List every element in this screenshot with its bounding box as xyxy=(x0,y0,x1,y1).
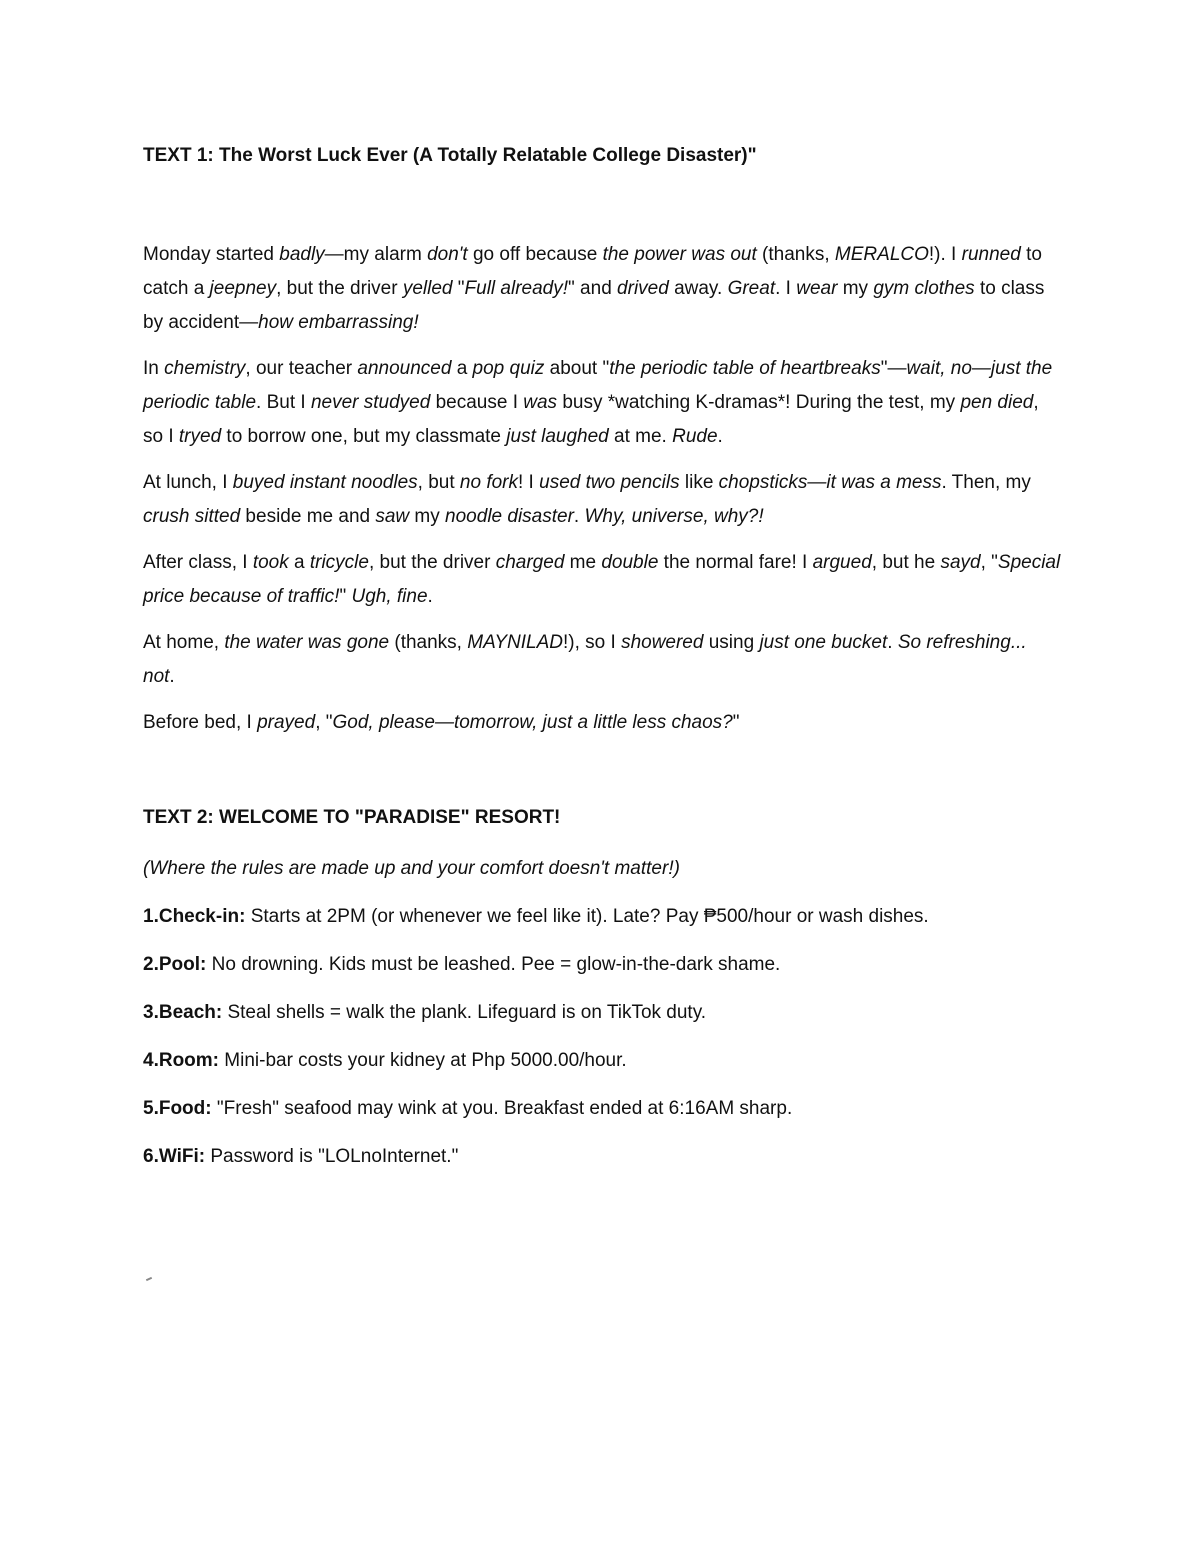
rule-label: 5.Food: xyxy=(143,1098,212,1119)
text1-paragraph xyxy=(143,546,1063,614)
rule-item xyxy=(143,1044,1063,1078)
italic-run: buyed instant noodles xyxy=(232,472,418,493)
italic-run: So refreshing... not xyxy=(143,632,1027,687)
text-run: , but the driver xyxy=(368,552,496,573)
text-run: away. xyxy=(668,278,728,299)
text-run: using xyxy=(703,632,760,653)
text-run: , our teacher xyxy=(245,358,358,379)
italic-run: prayed xyxy=(257,712,316,733)
italic-run: just one bucket xyxy=(759,632,888,653)
text-run: . xyxy=(887,632,898,653)
text-run: !). I xyxy=(928,244,962,265)
text-run: to borrow one, but my classmate xyxy=(221,426,507,447)
italic-run: just laughed xyxy=(506,426,609,447)
text-run: because I xyxy=(430,392,524,413)
italic-run: MAYNILAD xyxy=(467,632,563,653)
rule-label: 4.Room: xyxy=(143,1050,219,1071)
text-run: . xyxy=(573,506,585,527)
italic-run: charged xyxy=(495,552,565,573)
italic-run: crush sitted xyxy=(143,506,241,527)
italic-run: showered xyxy=(621,632,704,653)
text1-paragraph xyxy=(143,238,1063,340)
text-run: to catch a xyxy=(143,244,1042,299)
italic-run: noodle disaster xyxy=(445,506,574,527)
text-run: like xyxy=(679,472,719,493)
text1-paragraph xyxy=(143,706,1063,740)
text-run: my xyxy=(409,506,446,527)
text-run: —my alarm xyxy=(324,244,428,265)
text-run: . xyxy=(427,586,433,607)
italic-run: gym clothes xyxy=(873,278,975,299)
italic-run: Rude xyxy=(672,426,718,447)
text-run: Monday started xyxy=(143,244,280,265)
italic-run: sayd xyxy=(940,552,981,573)
text-run: the normal fare! I xyxy=(658,552,813,573)
text-run: go off because xyxy=(467,244,603,265)
italic-run: badly xyxy=(279,244,325,265)
italic-run: drived xyxy=(617,278,669,299)
text-run: . xyxy=(169,666,175,687)
text-run: At lunch, I xyxy=(143,472,233,493)
italic-run: MERALCO xyxy=(834,244,929,265)
text-run: " xyxy=(339,586,352,607)
text-run: , but xyxy=(417,472,460,493)
text-run: a xyxy=(288,552,310,573)
rule-label: 3.Beach: xyxy=(143,1002,223,1023)
text1-paragraph xyxy=(143,352,1063,454)
italic-run: chopsticks—it was a mess xyxy=(718,472,942,493)
italic-run: wear xyxy=(796,278,838,299)
italic-run: the power was out xyxy=(602,244,757,265)
text-run: , but he xyxy=(871,552,941,573)
text-run: at me. xyxy=(608,426,673,447)
text-run: ! I xyxy=(518,472,540,493)
text-run: At home, xyxy=(143,632,225,653)
text-run: beside me and xyxy=(240,506,376,527)
text-run: . But I xyxy=(256,392,311,413)
text2-subtitle: (Where the rules are made up and your comfort doesn't matter!) xyxy=(143,858,680,879)
text-run: " xyxy=(452,278,465,299)
italic-run: runned xyxy=(961,244,1021,265)
italic-run: yelled xyxy=(402,278,453,299)
text1-paragraph xyxy=(143,466,1063,534)
italic-run: tricycle xyxy=(309,552,369,573)
italic-run: how embarrassing! xyxy=(258,312,419,333)
italic-run: was xyxy=(523,392,558,413)
text-run: my xyxy=(837,278,874,299)
rule-text: Starts at 2PM (or whenever we feel like it). Late? Pay ₱500/hour or wash dishes. xyxy=(245,906,929,927)
text-run: to class by accident— xyxy=(143,278,1045,333)
italic-run: don't xyxy=(427,244,468,265)
text-run: (thanks, xyxy=(756,244,835,265)
rule-text: No drowning. Kids must be leashed. Pee = glow-in-the-dark shame. xyxy=(206,954,781,975)
italic-run: saw xyxy=(375,506,410,527)
rules-list xyxy=(143,900,1063,1174)
text-run: , so I xyxy=(143,392,1039,447)
text-run: . Then, my xyxy=(941,472,1031,493)
italic-run: used two pencils xyxy=(539,472,680,493)
italic-run: pen died xyxy=(960,392,1034,413)
rule-label: 6.WiFi: xyxy=(143,1146,206,1167)
rule-item xyxy=(143,1140,1063,1174)
text-run: a xyxy=(451,358,473,379)
rule-label: 1.Check-in: xyxy=(143,906,246,927)
text-run: In xyxy=(143,358,165,379)
text-run: " xyxy=(732,712,740,733)
italic-run: pop quiz xyxy=(472,358,545,379)
italic-run: announced xyxy=(357,358,452,379)
rule-label: 2.Pool: xyxy=(143,954,207,975)
rule-item xyxy=(143,948,1063,982)
text-run: After class, I xyxy=(143,552,253,573)
text-run: about " xyxy=(544,358,610,379)
rule-text: Mini-bar costs your kidney at Php 5000.00/hour. xyxy=(219,1050,627,1071)
italic-run: Why, universe, why?! xyxy=(584,506,764,527)
text1-body xyxy=(143,238,1063,740)
italic-run: no fork xyxy=(459,472,518,493)
italic-run: double xyxy=(601,552,659,573)
italic-run: wait, no—just the periodic table xyxy=(143,358,1053,413)
italic-run: God, please—tomorrow, just a little less chaos? xyxy=(332,712,733,733)
text-run: "— xyxy=(880,358,907,379)
text1-paragraph xyxy=(143,626,1063,694)
document-page xyxy=(143,142,1063,1188)
italic-run: the periodic table of heartbreaks xyxy=(609,358,881,379)
rule-text: "Fresh" seafood may wink at you. Breakfast ended at 6:16AM sharp. xyxy=(211,1098,793,1119)
stray-mark xyxy=(146,1277,152,1281)
text-run: !), so I xyxy=(562,632,622,653)
italic-run: tryed xyxy=(178,426,222,447)
text-run: , " xyxy=(315,712,333,733)
italic-run: chemistry xyxy=(164,358,246,379)
text-run: . I xyxy=(775,278,797,299)
rule-text: Steal shells = walk the plank. Lifeguard is on TikTok duty. xyxy=(222,1002,707,1023)
italic-run: took xyxy=(252,552,289,573)
italic-run: Special price because of traffic! xyxy=(143,552,1061,607)
italic-run: Full already! xyxy=(464,278,569,299)
text-run: , but the driver xyxy=(276,278,403,299)
text-run: me xyxy=(564,552,602,573)
text-run: " and xyxy=(568,278,618,299)
rule-text: Password is "LOLnoInternet." xyxy=(205,1146,459,1167)
text-run: . xyxy=(717,426,723,447)
text-run: busy *watching K-dramas*! During the test, my xyxy=(557,392,961,413)
italic-run: jeepney xyxy=(209,278,277,299)
text-run: (thanks, xyxy=(389,632,468,653)
italic-run: Great xyxy=(727,278,776,299)
rule-item xyxy=(143,900,1063,934)
rule-item xyxy=(143,1092,1063,1126)
italic-run: the water was gone xyxy=(224,632,390,653)
italic-run: never studyed xyxy=(310,392,431,413)
text-run: , " xyxy=(980,552,998,573)
rule-item xyxy=(143,996,1063,1030)
text2-title: TEXT 2: WELCOME TO "PARADISE" RESORT! xyxy=(143,807,561,828)
text-run: Before bed, I xyxy=(143,712,258,733)
text1-title: TEXT 1: The Worst Luck Ever (A Totally Relatable College Disaster)" xyxy=(143,145,757,166)
italic-run: Ugh, fine xyxy=(351,586,428,607)
italic-run: argued xyxy=(812,552,872,573)
